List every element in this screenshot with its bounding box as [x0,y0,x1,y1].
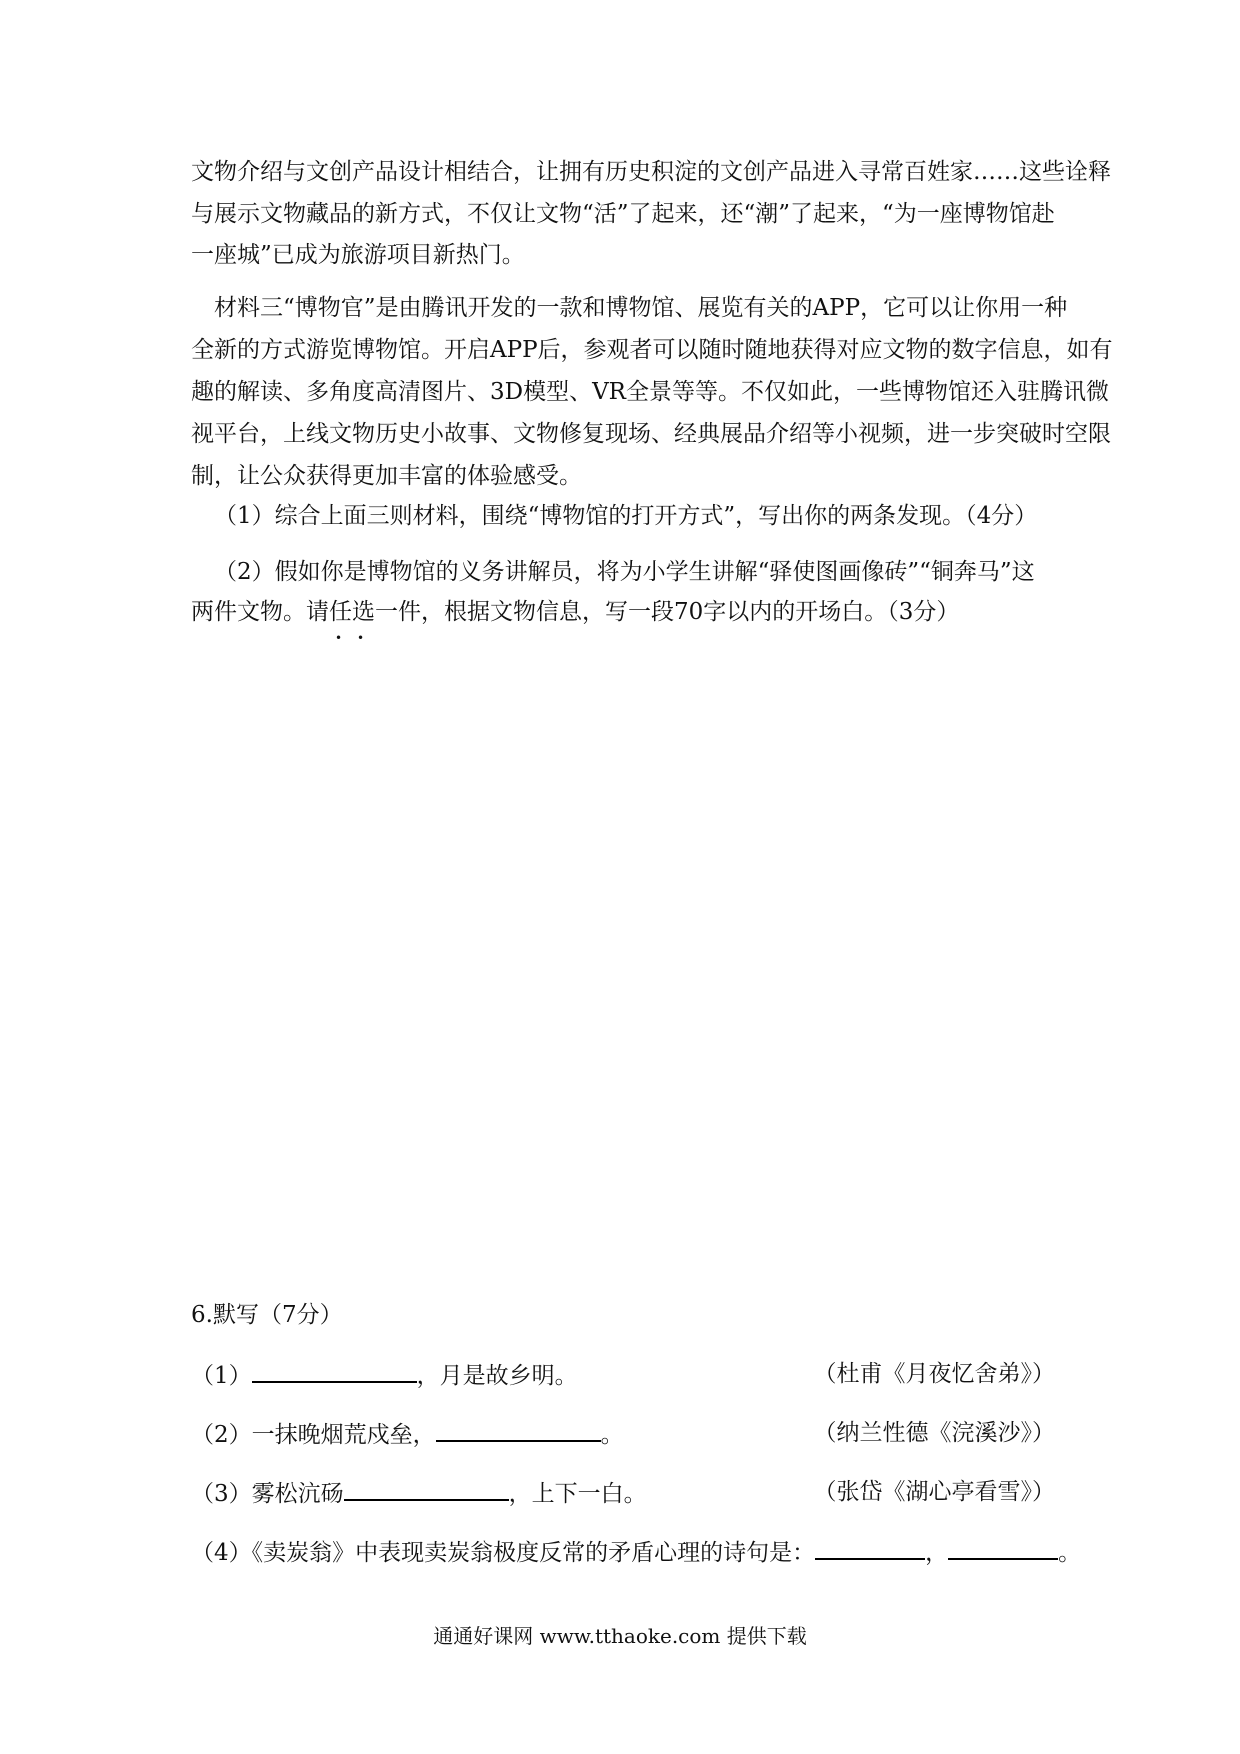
item-suffix: 。 [1058,1540,1082,1566]
item-suffix: ，月是故乡明。 [416,1363,578,1389]
answer-blank[interactable] [436,1418,601,1442]
item-separator: ， [925,1540,949,1566]
item-prefix: （4）《卖炭翁》中表现卖炭翁极度反常的矛盾心理的诗句是： [191,1540,816,1566]
paragraph-line: 全新的方式游览博物馆。开启APP后，参观者可以随时随地获得对应文物的数字信息，如有 [191,337,1113,363]
answer-blank[interactable] [344,1477,509,1501]
item-source: （纳兰性德《浣溪沙》） [813,1420,1055,1446]
footer-credit: 通通好课网 www.tthaoke.com 提供下载 [433,1624,807,1648]
dictation-item-2 [191,1418,624,1450]
question-5-1: （1）综合上面三则材料，围绕“博物馆的打开方式”，写出你的两条发现。（4分） [214,503,1038,529]
answer-blank[interactable] [252,1359,417,1383]
paragraph-line: 趣的解读、多角度高清图片、3D模型、VR全景等等。不仅如此，一些博物馆还入驻腾讯微 [191,379,1110,405]
item-suffix: 。 [600,1422,624,1448]
dictation-item-1 [191,1359,578,1391]
item-prefix: （3）雾松沆砀 [191,1481,344,1507]
question-5-2-line1: （2）假如你是博物馆的义务讲解员，将为小学生讲解“驿使图画像砖”“铜奔马”这 [214,559,1035,585]
dictation-item-4 [191,1536,1081,1568]
paragraph-line: 制，让公众获得更加丰富的体验感受。 [191,463,582,489]
emphasis-dot: • [357,631,365,645]
question-6-title: 6.默写（7分） [191,1302,343,1328]
emphasis-dot: • [335,631,343,645]
paragraph-line: 材料三“博物官”是由腾讯开发的一款和博物馆、展览有关的APP，它可以让你用一种 [214,295,1068,321]
question-5-2-line2: 两件文物。请任选一件，根据文物信息，写一段70字以内的开场白。（3分） [191,599,960,625]
answer-blank[interactable] [815,1536,925,1560]
paragraph-line: 视平台，上线文物历史小故事、文物修复现场、经典展品介绍等小视频，进一步突破时空限 [191,421,1111,447]
item-source: （张岱《湖心亭看雪》） [813,1479,1055,1505]
item-prefix: （1） [191,1363,252,1389]
item-prefix: （2）一抹晚烟荒戍垒， [191,1422,436,1448]
item-suffix: ，上下一白。 [508,1481,647,1507]
dictation-item-3 [191,1477,647,1509]
answer-blank[interactable] [948,1536,1058,1560]
paragraph-line: 一座城”已成为旅游项目新热门。 [191,242,525,268]
item-source: （杜甫《月夜忆舍弟》） [813,1361,1055,1387]
paragraph-line: 与展示文物藏品的新方式，不仅让文物“活”了起来，还“潮”了起来，“为一座博物馆赴 [191,201,1055,227]
paragraph-line: 文物介绍与文创产品设计相结合，让拥有历史积淀的文创产品进入寻常百姓家……这些诠释 [191,159,1111,185]
